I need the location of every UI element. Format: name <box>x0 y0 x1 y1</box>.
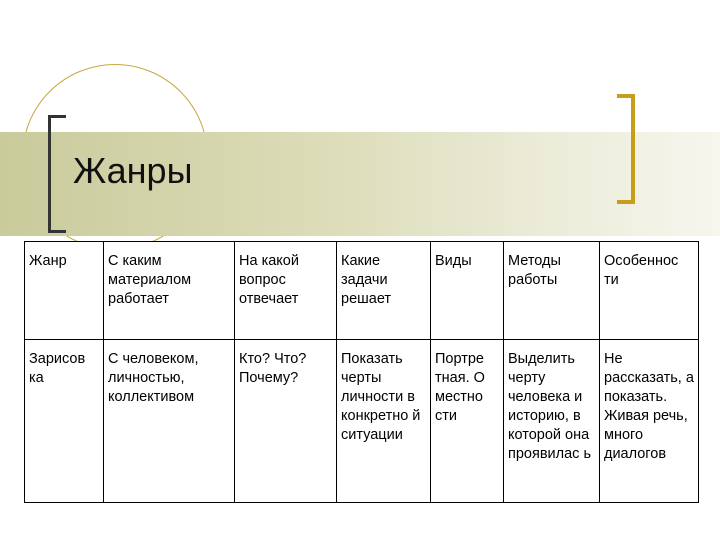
cell-material[interactable]: С человеком, личностью, коллективом <box>104 340 235 503</box>
header-cell-material[interactable]: С каким материалом работает <box>104 242 235 340</box>
genres-table[interactable] <box>24 241 699 503</box>
slide-title[interactable]: Жанры <box>73 150 193 191</box>
header-cell-features[interactable]: Особеннос ти <box>600 242 699 340</box>
header-cell-task[interactable]: Какие задачи решает <box>337 242 431 340</box>
header-cell-kinds[interactable]: Виды <box>431 242 504 340</box>
cell-methods[interactable]: Выделить черту человека и историю, в которой она проявилас ь <box>504 340 600 503</box>
cell-kinds[interactable]: Портре тная. О местно сти <box>431 340 504 503</box>
cell-genre[interactable]: Зарисов ка <box>25 340 104 503</box>
table-header-row <box>25 242 699 340</box>
header-cell-genre[interactable]: Жанр <box>25 242 104 340</box>
cell-task[interactable]: Показать черты личности в конкретно й ситуации <box>337 340 431 503</box>
cell-features[interactable]: Не рассказать, а показать. Живая речь, много диалогов <box>600 340 699 503</box>
header-cell-question[interactable]: На какой вопрос отвечает <box>235 242 337 340</box>
left-bracket-decoration <box>48 115 66 233</box>
cell-question[interactable]: Кто? Что? Почему? <box>235 340 337 503</box>
table-row <box>25 340 699 503</box>
header-cell-methods[interactable]: Методы работы <box>504 242 600 340</box>
right-bracket-decoration <box>617 94 635 204</box>
